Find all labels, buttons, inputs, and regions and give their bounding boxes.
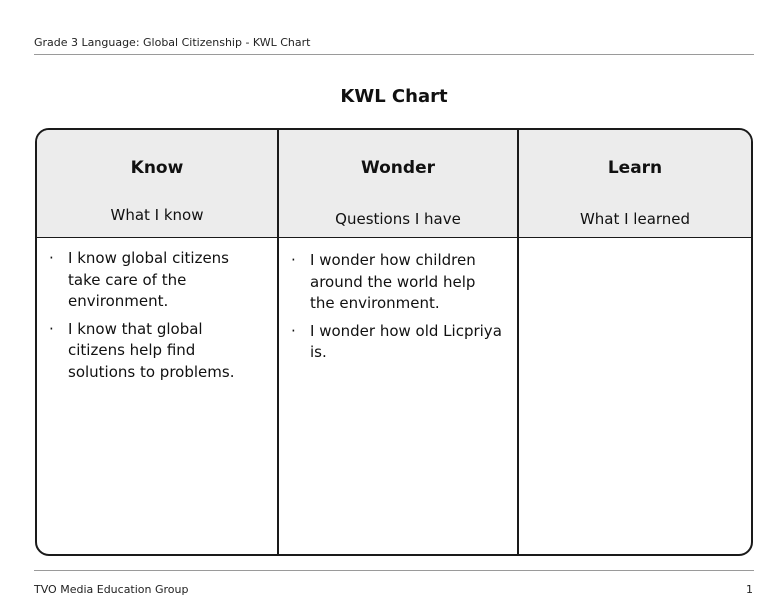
page-number: 1	[746, 583, 753, 596]
footer-divider	[34, 570, 754, 571]
know-list-item: · I know that global citizens help find solutions to problems.	[49, 319, 263, 384]
wonder-column-body	[279, 238, 517, 554]
wonder-column-header	[279, 130, 517, 238]
know-column-header	[37, 130, 277, 238]
know-list	[49, 248, 263, 383]
know-column-body	[37, 238, 277, 554]
kwl-chart-table	[35, 128, 753, 556]
page-header: Grade 3 Language: Global Citizenship - KWL Chart	[34, 36, 311, 49]
learn-column-subtitle: What I learned	[579, 210, 691, 228]
know-column-title: Know	[130, 158, 184, 178]
wonder-column-subtitle: Questions I have	[335, 210, 461, 228]
footer-organization: TVO Media Education Group	[34, 583, 189, 596]
know-column-subtitle: What I know	[110, 206, 204, 224]
know-column	[37, 130, 277, 554]
learn-column-body[interactable]	[519, 238, 751, 554]
header-divider	[34, 54, 754, 55]
wonder-list	[291, 250, 503, 364]
learn-column-title: Learn	[607, 158, 663, 178]
wonder-list-item: · I wonder how old Licpriya is.	[291, 321, 503, 364]
learn-column-header	[519, 130, 751, 238]
wonder-list-item: · I wonder how children around the world help the environment.	[291, 250, 503, 315]
wonder-column-title: Wonder	[360, 158, 435, 178]
page-title: KWL Chart	[340, 86, 448, 107]
wonder-column	[277, 130, 517, 554]
learn-column	[517, 130, 751, 554]
know-list-item: · I know global citizens take care of the environment.	[49, 248, 263, 313]
